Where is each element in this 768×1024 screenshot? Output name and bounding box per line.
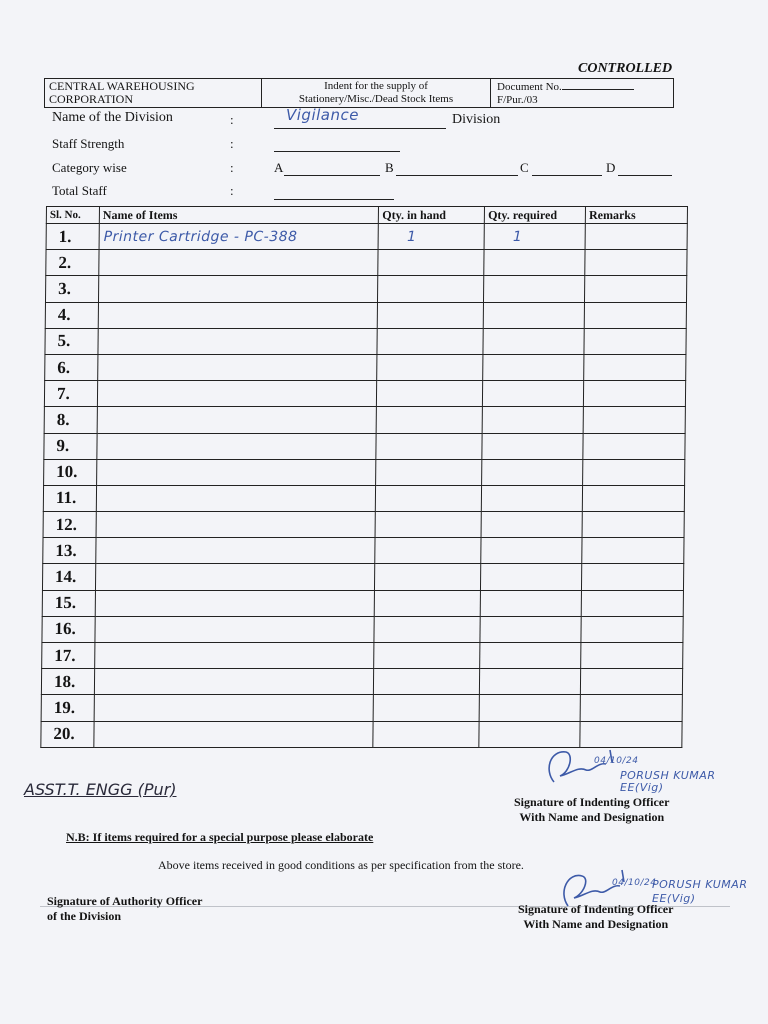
qty-in-hand-cell bbox=[376, 485, 482, 511]
sl-no-cell: 17. bbox=[42, 643, 95, 669]
qty-required-cell bbox=[482, 407, 583, 433]
remarks-cell bbox=[585, 276, 687, 302]
qty-in-hand-cell bbox=[375, 564, 481, 590]
sl-no-cell: 10. bbox=[44, 459, 97, 485]
table-row bbox=[44, 459, 685, 485]
item-name-cell bbox=[96, 485, 376, 511]
qty-in-hand-cell bbox=[378, 302, 484, 328]
table-row bbox=[45, 276, 686, 302]
item-name-cell bbox=[98, 302, 378, 328]
qty-required-cell bbox=[483, 354, 584, 380]
table-row bbox=[44, 433, 685, 459]
remarks-cell bbox=[585, 224, 687, 250]
qty-in-hand-cell bbox=[374, 643, 480, 669]
qty-in-hand-cell bbox=[375, 512, 481, 538]
nb-note: N.B: If items required for a special purpose please elaborate bbox=[66, 830, 374, 844]
table-row bbox=[42, 590, 683, 616]
item-name-cell bbox=[95, 616, 375, 642]
doc-no-blank bbox=[562, 80, 634, 90]
category-d-line bbox=[618, 174, 672, 176]
remarks-cell bbox=[583, 381, 685, 407]
qty-required-cell bbox=[483, 328, 584, 354]
table-row bbox=[44, 381, 685, 407]
qty-required-cell bbox=[484, 276, 585, 302]
remarks-cell bbox=[584, 302, 686, 328]
qty-required-cell bbox=[483, 302, 584, 328]
remarks-cell bbox=[582, 485, 684, 511]
sl-no-cell: 9. bbox=[44, 433, 97, 459]
total-staff-colon: : bbox=[230, 183, 234, 198]
qty-in-hand-cell bbox=[376, 433, 482, 459]
col-name-of-items: Name of Items bbox=[99, 207, 379, 224]
org-line-2: CORPORATION bbox=[49, 92, 134, 106]
table-row bbox=[41, 695, 682, 721]
signature-1-scrawl bbox=[540, 742, 620, 792]
items-table bbox=[40, 206, 688, 748]
indenting-officer-signature-1 bbox=[514, 795, 669, 825]
category-c-line bbox=[532, 174, 602, 176]
qty-required-cell bbox=[480, 669, 581, 695]
category-colon: : bbox=[230, 160, 234, 175]
qty-in-hand-cell bbox=[377, 407, 483, 433]
remarks-cell bbox=[581, 616, 683, 642]
sl-no-cell: 18. bbox=[41, 669, 94, 695]
qty-required-cell bbox=[484, 250, 585, 276]
col-qty-in-hand: Qty. in hand bbox=[379, 207, 485, 224]
item-name-cell bbox=[97, 407, 377, 433]
received-statement: Above items received in good conditions as per specification from the store. bbox=[158, 858, 524, 872]
category-b: B bbox=[385, 160, 394, 175]
qty-required-cell bbox=[482, 459, 583, 485]
col-qty-required: Qty. required bbox=[485, 207, 586, 224]
sl-no-cell: 6. bbox=[45, 354, 98, 380]
qty-in-hand-cell bbox=[375, 538, 481, 564]
category-label: Category wise bbox=[52, 160, 127, 175]
qty-required-cell bbox=[481, 564, 582, 590]
staff-strength-underline bbox=[274, 150, 400, 152]
qty-in-hand-cell bbox=[377, 328, 483, 354]
sl-no-cell: 11. bbox=[43, 485, 96, 511]
sl-no-cell: 3. bbox=[45, 276, 98, 302]
qty-in-hand-cell bbox=[378, 224, 484, 250]
remarks-cell bbox=[581, 590, 683, 616]
qty-required-cell bbox=[484, 224, 585, 250]
remarks-cell bbox=[583, 407, 685, 433]
signature-1-date: 04/10/24 bbox=[594, 756, 639, 766]
remarks-cell bbox=[582, 538, 684, 564]
signature-2-name: PORUSH KUMAR EE(Vig) bbox=[652, 878, 748, 905]
item-name-cell bbox=[98, 276, 378, 302]
document-number bbox=[497, 79, 672, 107]
qty-in-hand-cell bbox=[375, 590, 481, 616]
item-name-cell bbox=[97, 459, 377, 485]
sl-no-cell: 5. bbox=[45, 328, 98, 354]
table-row bbox=[42, 643, 683, 669]
table-row bbox=[43, 512, 684, 538]
remarks-cell bbox=[583, 433, 685, 459]
qty-required-cell bbox=[483, 381, 584, 407]
table-row bbox=[43, 485, 684, 511]
sl-no-cell: 4. bbox=[45, 302, 98, 328]
remarks-cell bbox=[580, 669, 682, 695]
table-row bbox=[41, 669, 682, 695]
sl-no-cell: 2. bbox=[46, 250, 99, 276]
qty-in-hand-cell bbox=[374, 695, 480, 721]
col-remarks: Remarks bbox=[585, 207, 687, 224]
sig1-line-2: With Name and Designation bbox=[519, 810, 665, 824]
indent-title bbox=[261, 79, 491, 107]
category-c: C bbox=[520, 160, 529, 175]
qty-required-cell bbox=[482, 485, 583, 511]
qty-in-hand-cell-value: 1 bbox=[407, 228, 417, 245]
table-row bbox=[45, 302, 686, 328]
division-label: Name of the Division bbox=[52, 110, 173, 125]
qty-required-cell bbox=[480, 590, 581, 616]
remarks-cell bbox=[583, 459, 685, 485]
remarks-cell bbox=[580, 695, 682, 721]
table-row bbox=[46, 250, 687, 276]
qty-required-cell bbox=[480, 643, 581, 669]
qty-in-hand-cell bbox=[374, 616, 480, 642]
sl-no-cell: 19. bbox=[41, 695, 94, 721]
qty-in-hand-cell bbox=[378, 250, 484, 276]
table-row bbox=[42, 564, 683, 590]
category-b-line bbox=[396, 174, 518, 176]
table-row bbox=[42, 616, 683, 642]
doc-ref: F/Pur./03 bbox=[497, 94, 538, 106]
signature-2-date: 04/10/24 bbox=[612, 878, 657, 888]
org-line-1: CENTRAL WAREHOUSING bbox=[49, 79, 195, 93]
category-d: D bbox=[606, 160, 616, 175]
item-name-cell bbox=[99, 250, 379, 276]
item-name-cell bbox=[97, 381, 377, 407]
item-name-cell bbox=[96, 538, 376, 564]
auth-line-1: Signature of Authority Officer bbox=[47, 894, 203, 908]
qty-in-hand-cell bbox=[378, 276, 484, 302]
table-row bbox=[44, 407, 685, 433]
table-row bbox=[46, 224, 687, 250]
qty-in-hand-cell bbox=[377, 354, 483, 380]
table-row bbox=[45, 328, 686, 354]
qty-required-cell bbox=[480, 616, 581, 642]
controlled-stamp: CONTROLLED bbox=[578, 61, 673, 76]
col-sl-no: Sl. No. bbox=[46, 207, 99, 224]
qty-required-cell bbox=[481, 538, 582, 564]
asst-engineer-handwriting: ASST.T. ENGG (Pur) bbox=[24, 780, 177, 799]
table-row bbox=[45, 354, 686, 380]
sl-no-cell: 15. bbox=[42, 590, 95, 616]
sig1-line-1: Signature of Indenting Officer bbox=[514, 795, 670, 809]
qty-required-cell bbox=[479, 695, 580, 721]
remarks-cell bbox=[582, 564, 684, 590]
doc-no-label: Document No. bbox=[497, 81, 562, 93]
qty-required-cell bbox=[481, 512, 582, 538]
division-value: Vigilance bbox=[286, 106, 359, 124]
qty-in-hand-cell bbox=[373, 721, 479, 747]
category-a-line bbox=[284, 174, 380, 176]
qty-required-cell bbox=[482, 433, 583, 459]
sl-no-cell: 13. bbox=[43, 538, 96, 564]
total-staff-underline bbox=[274, 198, 394, 200]
indent-line-2: Stationery/Misc./Dead Stock Items bbox=[298, 93, 454, 105]
category-a: A bbox=[274, 160, 284, 175]
item-name-cell bbox=[96, 512, 376, 538]
remarks-cell bbox=[585, 250, 687, 276]
staff-strength-colon: : bbox=[230, 136, 234, 151]
sl-no-cell: 14. bbox=[42, 564, 95, 590]
remarks-cell bbox=[584, 354, 686, 380]
item-name-cell bbox=[97, 433, 377, 459]
item-name-cell bbox=[95, 643, 375, 669]
sl-no-cell: 8. bbox=[44, 407, 97, 433]
remarks-cell bbox=[581, 643, 683, 669]
division-underline bbox=[274, 127, 446, 129]
sl-no-cell: 7. bbox=[44, 381, 97, 407]
item-name-cell bbox=[94, 721, 374, 747]
remarks-cell bbox=[584, 328, 686, 354]
sl-no-cell: 1. bbox=[46, 224, 99, 250]
item-name-cell bbox=[98, 328, 378, 354]
org-name bbox=[49, 79, 259, 107]
item-name-cell bbox=[95, 564, 375, 590]
table-row bbox=[43, 538, 684, 564]
sig2-line-2: With Name and Designation bbox=[523, 917, 669, 931]
staff-strength-label: Staff Strength bbox=[52, 136, 125, 151]
signature-1-name: PORUSH KUMAR EE(Vig) bbox=[620, 769, 716, 794]
auth-line-2: of the Division bbox=[47, 909, 122, 923]
form-header-box bbox=[44, 78, 674, 108]
item-name-cell bbox=[95, 590, 375, 616]
qty-in-hand-cell bbox=[374, 669, 480, 695]
division-colon: : bbox=[230, 112, 234, 127]
sl-no-cell: 16. bbox=[42, 616, 95, 642]
sig2-line-1: Signature of Indenting Officer bbox=[518, 902, 674, 916]
authority-officer-signature bbox=[47, 894, 202, 924]
sl-no-cell: 12. bbox=[43, 512, 96, 538]
total-staff-label: Total Staff bbox=[52, 183, 107, 198]
division-suffix: Division bbox=[452, 112, 501, 127]
item-name-cell bbox=[94, 669, 374, 695]
indent-line-1: Indent for the supply of bbox=[324, 80, 428, 92]
remarks-cell bbox=[582, 512, 684, 538]
item-name-cell-value: Printer Cartridge - PC-388 bbox=[103, 228, 298, 245]
item-name-cell bbox=[94, 695, 374, 721]
item-name-cell bbox=[99, 224, 379, 250]
table-header-row bbox=[46, 207, 687, 224]
item-name-cell bbox=[98, 354, 378, 380]
sl-no-cell: 20. bbox=[41, 721, 94, 747]
indenting-officer-signature-2 bbox=[518, 902, 673, 932]
qty-in-hand-cell bbox=[377, 381, 483, 407]
qty-required-cell-value: 1 bbox=[512, 228, 523, 245]
qty-in-hand-cell bbox=[376, 459, 482, 485]
